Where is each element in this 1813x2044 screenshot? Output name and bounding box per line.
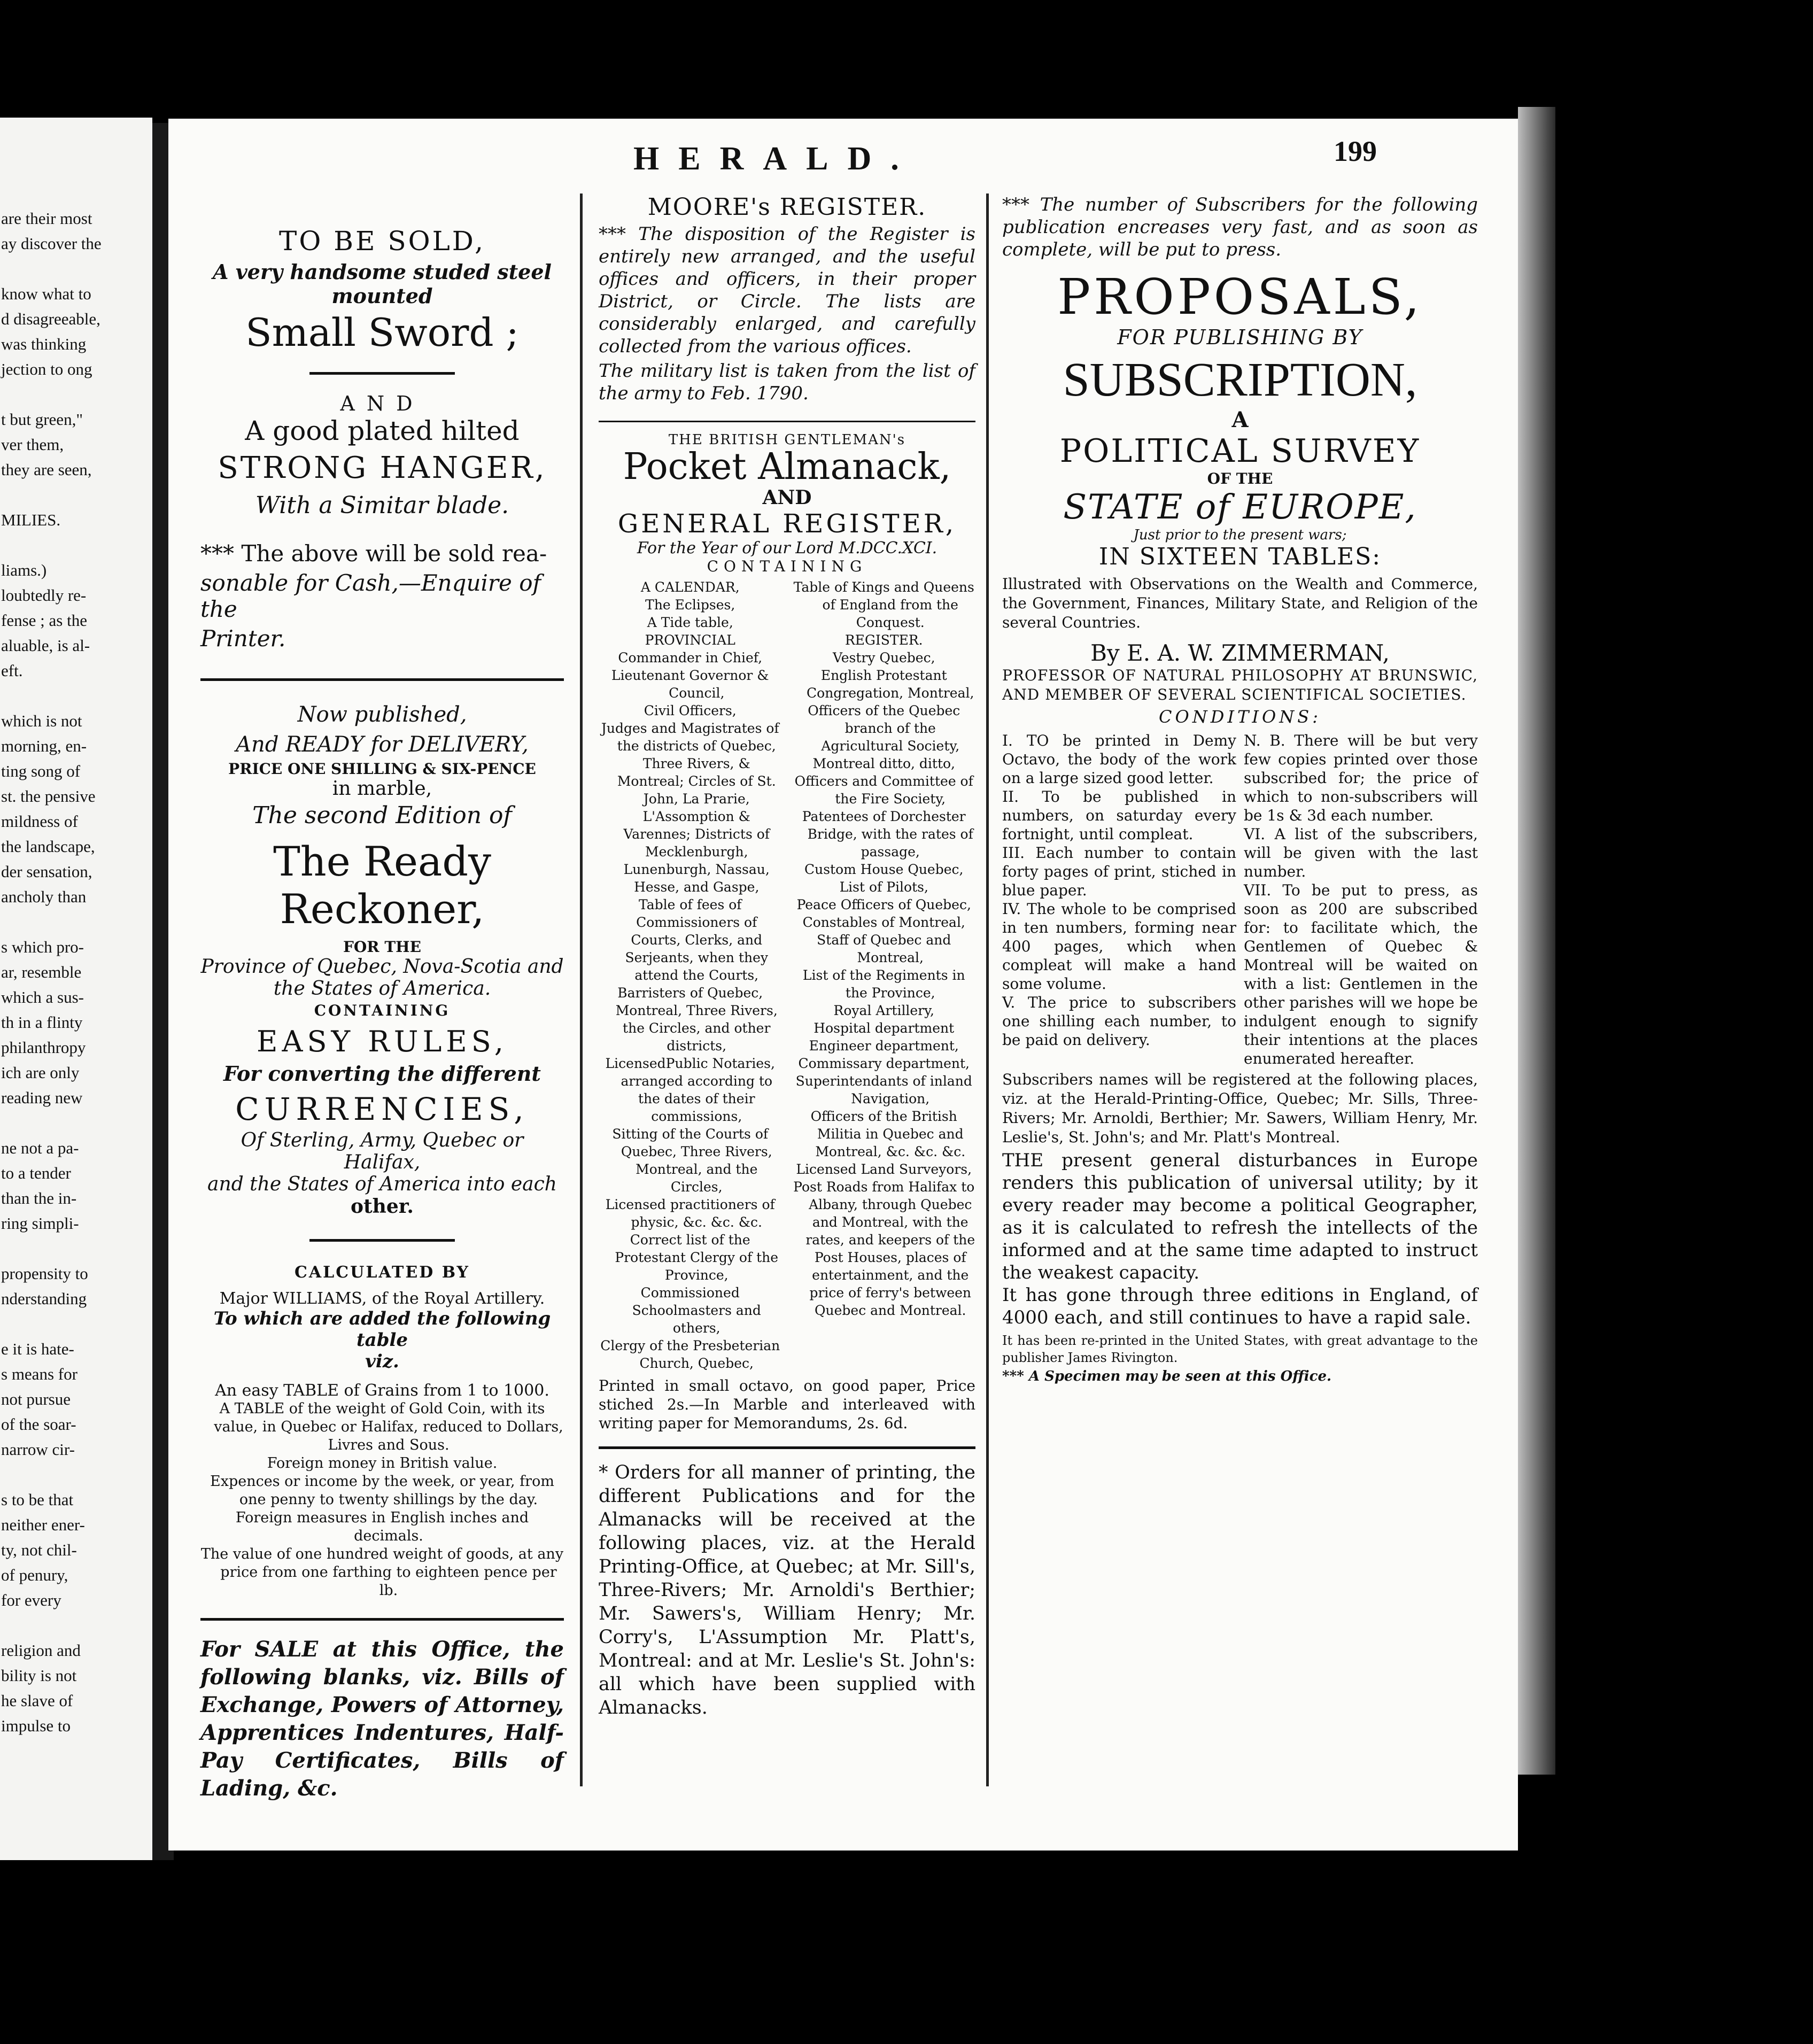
contents-item: Officers and Committee of the Fire Society, (794, 773, 973, 807)
ad-line: GENERAL REGISTER, (617, 509, 957, 539)
contents-item: Peace Officers of Quebec, (796, 897, 971, 912)
ad-line: For the Year of our Lord M.DCC.XCI. (637, 539, 938, 558)
conditions-heading: CONDITIONS: (1159, 707, 1321, 727)
contents-item: List of Pilots, (839, 879, 928, 895)
rule (309, 372, 455, 375)
ad-line: sonable for Cash,—Enquire of the (200, 570, 541, 622)
left-page-line: of the soar- (1, 1415, 76, 1434)
contents-item: The Eclipses, (645, 597, 735, 613)
contents-item: Superintendants of inland Navigation, (795, 1073, 972, 1106)
left-page-line: narrow cir- (1, 1440, 75, 1459)
column-2 (599, 193, 975, 1720)
contents-item: Post Roads from Halifax to Albany, through Quebec and Montreal, with the rates, and keepers of the Post Houses, places of entertainment, and the price of ferry's between Quebec and Montreal. (793, 1179, 975, 1318)
ad-line: Pocket Almanack, (623, 446, 951, 488)
left-page-line: are their most (1, 209, 92, 228)
ad-line: STRONG HANGER, (218, 451, 547, 485)
left-page-line: d disagreeable, (1, 309, 100, 328)
table-item: The value of one hundred weight of goods, at any price from one farthing to eighteen pence per lb. (200, 1546, 564, 1599)
left-page-line: ting song of (1, 762, 81, 780)
left-page-line: reading new (1, 1088, 83, 1107)
conditions-left: I. TO be printed in Demy Octavo, the body of the work on a large sized good letter. II. To be published in numbers, on saturday every fortnight, until compleat. III. Each number to contain forty pages of print, stiched in blue paper. IV. The whole to be comprised in ten numbers, forming near 400 pages, which when compleat will make a hand some volume. V. The price to subscribers one shilling each number, to be paid on delivery. (1002, 732, 1236, 1049)
newspaper-page (168, 119, 1518, 1851)
contents-item: Lieutenant Governor & Council, (611, 668, 769, 701)
left-page-line: s which pro- (1, 938, 84, 956)
orders-notice: * Orders for all manner of printing, the different Publications and for the Almanacks will be received at the following places, viz. at the Herald Printing-Office, at Quebec; at Mr. Sill's, Three-Rivers; Mr. Arnoldi's Berthier; Mr. Sawers's, William Henry; Mr. Corry's, L'Assumption Mr. Platt's, Montreal: and at Mr. Leslie's St. John's: all which have been supplied with Almanacks. (599, 1462, 975, 1718)
left-page-line: morning, en- (1, 737, 87, 755)
ad-line: For converting the different (223, 1062, 541, 1086)
page-edge (1518, 107, 1555, 1775)
left-page-line: loubtedly re- (1, 586, 87, 605)
author-title: PROFESSOR OF NATURAL PHILOSOPHY AT BRUNSWIC, AND MEMBER OF SEVERAL SCIENTIFICAL SOCIETIES. (1002, 667, 1478, 703)
contents-item: Commander in Chief, (618, 650, 763, 665)
contents-left-column (599, 578, 782, 1372)
blanks-advertisement: For SALE at this Office, the following blanks, viz. Bills of Exchange, Powers of Attorney, Apprentices Indentures, Half-Pay Certificates, Bills of Lading, &c. (200, 1637, 564, 1801)
left-page-line: was thinking (1, 335, 87, 353)
column-rule-2 (986, 193, 989, 1786)
table-item: Expences or income by the week, or year, from one penny to twenty shillings by the day. (210, 1473, 554, 1508)
subscription-heading: SUBSCRIPTION, (1063, 353, 1417, 406)
ad-line: The second Edition of (252, 802, 512, 829)
contents-item: Staff of Quebec and Montreal, (817, 932, 951, 965)
specimen-note: *** A Specimen may be seen at this Office. (1002, 1368, 1332, 1384)
ad-line: And READY for DELIVERY, (236, 732, 529, 757)
ad-line: Small Sword ; (245, 310, 519, 355)
ad-line: CONTAINING (314, 1002, 451, 1019)
contents-item: Licensed practitioners of physic, &c. &c. &c. (605, 1197, 775, 1230)
left-page-line: e it is hate- (1, 1340, 74, 1358)
contents-item: Clergy of the Presbeterian Church, Quebec, (600, 1338, 780, 1371)
table-item: A TABLE of the weight of Gold Coin, with its value, in Quebec or Halifax, reduced to Dollars, Livres and Sous. (214, 1400, 563, 1453)
left-page-line: neither ener- (1, 1515, 85, 1534)
proposal-line: FOR PUBLISHING BY (1117, 326, 1363, 349)
contents-item: A Tide table, (647, 615, 733, 630)
ad-line: and the States of America into each (207, 1173, 557, 1195)
conditions (1002, 731, 1478, 1068)
contents-item: Civil Officers, (644, 703, 737, 718)
table-item: Foreign money in British value. (267, 1455, 498, 1472)
table-item: An easy TABLE of Grains from 1 to 1000. (215, 1381, 549, 1400)
ad-line: THE BRITISH GENTLEMAN's (668, 432, 906, 448)
proposal-line: IN SIXTEEN TABLES: (1098, 543, 1382, 570)
moores-register (599, 193, 975, 405)
left-page-line: ring simpli- (1, 1214, 79, 1233)
proposal-line: POLITICAL SURVEY (1059, 432, 1421, 470)
left-page-line: he slave of (1, 1691, 73, 1710)
left-page-line: jection to ong (1, 360, 92, 378)
ad-line: The Ready Reckoner, (273, 838, 491, 933)
ad-line: *** The above will be sold rea- (200, 540, 547, 567)
ad-heading: TO BE SOLD, (278, 226, 486, 257)
proposal-description: Illustrated with Observations on the Wealth and Commerce, the Government, Finances, Military State, and Religion of the several Countries. (1002, 575, 1478, 631)
left-page-line: they are seen, (1, 460, 92, 479)
left-page-line: ich are only (1, 1063, 80, 1082)
almanack-contents (599, 578, 975, 1372)
left-page-line: ty, not chil- (1, 1540, 77, 1559)
contents-item: Barristers of Quebec, Montreal, Three Rivers, the Circles, and other districts, (615, 985, 778, 1054)
ad-line: Printer. (200, 625, 286, 652)
left-page-line: th in a flinty (1, 1013, 83, 1032)
proposal-line: A (1231, 407, 1249, 432)
page-number: 199 (1334, 135, 1377, 167)
rule (200, 1618, 564, 1621)
moore-military: The military list is taken from the list of the army to Feb. 1790. (599, 360, 975, 404)
table-item: Foreign measures in English inches and decimals. (235, 1509, 529, 1544)
contents-item: Officers of the British Militia in Quebec and Montreal, &c. &c. &c. (810, 1109, 966, 1159)
present-disturbances: THE present general disturbances in Europe renders this publication of universal utility; by it every reader may become a political Geographer, as it is calculated to refresh the intellects of the informed and at the same time adapted to instruct the weakest capacity. (1002, 1150, 1478, 1283)
left-page-line: not pursue (1, 1390, 71, 1408)
left-facing-page (0, 118, 152, 1860)
contents-item: Table of fees of Commissioners of Courts, Clerks, and Serjeants, when they attend the Courts, (625, 897, 769, 983)
contents-item: Hospital department (813, 1020, 955, 1036)
conditions-right: N. B. There will be but very few copies printed over those subscribed for; the price of which to non-subscribers will be 1s & 3d each number. VI. A list of the subscribers, will be given with the last number. VII. To be put to press, as soon as 200 are subscribed for: to facilitate which, the Gentlemen of Quebec & Montreal will be waited on with a list: Gentlemen in the other parishes will we hope be indulgent enough to signify their intentions at the places enumerated hereafter. (1244, 732, 1478, 1067)
left-page-line: which is not (1, 711, 82, 730)
left-page-line: liams.) (1, 561, 47, 579)
rule (599, 421, 975, 422)
left-page-line: der sensation, (1, 862, 92, 881)
left-page-line: which a sus- (1, 988, 84, 1006)
author-line: By E. A. W. ZIMMERMAN, (1090, 640, 1390, 666)
proposal-line: OF THE (1207, 470, 1273, 487)
left-page-line: than the in- (1, 1189, 77, 1207)
ad-line: PRICE ONE SHILLING & SIX-PENCE (228, 760, 536, 778)
left-page-line: ar, resemble (1, 963, 82, 981)
column-1 (200, 193, 564, 1802)
ad-line: To which are added the following table (213, 1308, 551, 1351)
proposals-heading: PROPOSALS, (1057, 268, 1423, 326)
ad-line: CONTAINING (707, 558, 867, 575)
left-page-line: fense ; as the (1, 611, 87, 630)
left-page-line: ver them, (1, 435, 64, 454)
left-page-line: eft. (1, 661, 23, 680)
left-page-line: ne not a pa- (1, 1139, 79, 1157)
ad-line: CURRENCIES, (235, 1091, 529, 1127)
contents-item: Commissioned Schoolmasters and others, (632, 1285, 761, 1336)
ad-line: CALCULATED BY (295, 1263, 470, 1282)
ad-line: Province of Quebec, Nova-Scotia and (200, 956, 564, 978)
ad-line: FOR THE (343, 938, 421, 956)
left-page-line: t but green," (1, 410, 83, 429)
rule (309, 1239, 455, 1242)
contents-item: Engineer department, (809, 1038, 959, 1054)
left-page-line: know what to (1, 284, 91, 303)
contents-item: PROVINCIAL (645, 632, 735, 648)
ad-line: AND (762, 486, 812, 509)
contents-item: Table of Kings and Queens of England from the Conquest. (793, 579, 974, 630)
masthead-title: HERALD. (633, 141, 918, 177)
left-page-line: the landscape, (1, 837, 95, 856)
contents-item: Licensed Land Surveyors, (796, 1162, 972, 1177)
subscribers-places: Subscribers names will be registered at the following places, viz. at the Herald-Printing-Office, Quebec; Mr. Sills, Three-Rivers; Mr. Arnoldi, Berthier; Mr. Sawers, William Henry, Mr. Leslie's, St. John's; and Mr. Platt's Montreal. (1002, 1071, 1478, 1146)
rule (200, 678, 564, 681)
contents-item: Judges and Magistrates of the districts of Quebec, Three Rivers, & Montreal; Circles of St. John, La Prarie, L'Assomption & Varennes; Districts of Mecklenburgh, Lunenburgh, Nassau, Hesse, and Gaspe, (601, 721, 779, 895)
left-page-line: MILIES. (1, 510, 61, 529)
contents-item: Montreal ditto, ditto, (812, 756, 956, 771)
moore-title: MOORE's REGISTER. (647, 193, 927, 221)
left-page-line: philanthropy (1, 1038, 86, 1057)
column-rule-1 (580, 193, 583, 1786)
page-header (168, 135, 1518, 183)
left-page-line: ay discover the (1, 234, 102, 253)
ad-line: With a Simitar blade. (255, 492, 509, 519)
contents-right-column (793, 578, 976, 1372)
ad-line: in marble, (332, 778, 432, 800)
ad-line: A good plated hilted (245, 415, 520, 446)
left-page-line: ancholy than (1, 887, 87, 906)
ad-line: other. (351, 1195, 414, 1218)
contents-item: Commissary department, (798, 1056, 970, 1071)
contents-item: Vestry Quebec, (832, 650, 935, 665)
contents-item: Constables of Montreal, (802, 915, 965, 930)
reprint-note: It has been re-printed in the United States, with great advantage to the publisher James Rivington. (1002, 1333, 1478, 1365)
ad-line: the States of America. (273, 978, 491, 1000)
left-page-line: st. the pensive (1, 787, 96, 806)
editions-note: It has gone through three editions in England, of 4000 each, and still continues to have a rapid sale. (1002, 1284, 1478, 1328)
left-page-line: impulse to (1, 1716, 71, 1735)
ad-line: Major WILLIAMS, of the Royal Artillery. (219, 1289, 545, 1308)
contents-item: Royal Artillery, (833, 1003, 934, 1018)
left-page-line: bility is not (1, 1666, 77, 1685)
left-page-line: to a tender (1, 1164, 71, 1182)
left-page-line: religion and (1, 1641, 81, 1660)
contents-item: Patentees of Dorchester Bridge, with the rates of passage, (802, 809, 973, 860)
contents-item: Sitting of the Courts of Quebec, Three Rivers, Montreal, and the Circles, (612, 1126, 772, 1195)
sword-advertisement (200, 226, 564, 652)
contents-item: Correct list of the Protestant Clergy of the Province, (615, 1232, 779, 1283)
contents-item: REGISTER. (844, 632, 923, 648)
pocket-almanack-advertisement (599, 432, 975, 1433)
subscribers-notice: *** The number of Subscribers for the following publication encreases very fast, and as soon as complete, will be put to press. (1002, 194, 1478, 260)
contents-item: Custom House Quebec, (804, 862, 964, 877)
contents-item: List of the Regiments in the Province, (802, 967, 965, 1001)
ad-line: AND (340, 392, 424, 415)
left-page-line: of penury, (1, 1566, 68, 1584)
contents-item: Officers of the Quebec branch of the Agricultural Society, (808, 703, 960, 754)
ad-line: Now published, (297, 702, 467, 727)
rule (599, 1446, 975, 1449)
left-page-line: for every (1, 1591, 61, 1609)
proposal-line: Just prior to the present wars; (1133, 527, 1347, 543)
left-page-line: nderstanding (1, 1289, 87, 1308)
ad-line: A very handsome studed steel mounted (213, 260, 552, 308)
ad-line: Of Sterling, Army, Quebec or Halifax, (241, 1129, 524, 1173)
left-page-line: s means for (1, 1365, 78, 1383)
left-page-line: aluable, is al- (1, 636, 90, 655)
ad-line: EASY RULES, (257, 1025, 508, 1058)
left-page-line: propensity to (1, 1264, 88, 1283)
ad-line: viz. (365, 1351, 399, 1372)
proposal-line: STATE of EUROPE, (1063, 487, 1417, 527)
contents-item: A CALENDAR, (640, 579, 740, 595)
column-3 (1002, 193, 1478, 1384)
contents-item: English Protestant Congregation, Montreal, (807, 668, 974, 701)
left-page-line: mildness of (1, 812, 78, 831)
contents-item: LicensedPublic Notaries, arranged according to the dates of their commissions, (605, 1056, 775, 1124)
ready-reckoner-advertisement (200, 702, 564, 1600)
left-page-line: s to be that (1, 1490, 74, 1509)
moore-body: *** The disposition of the Register is entirely new arranged, and the useful offices and officers, in their proper District, or Circle. The lists are considerably enlarged, and carefully collected from the various offices. (599, 223, 975, 357)
almanack-price: Printed in small octavo, on good paper, Price stiched 2s.—In Marble and interleaved with writing paper for Memorandums, 2s. 6d. (599, 1377, 975, 1432)
